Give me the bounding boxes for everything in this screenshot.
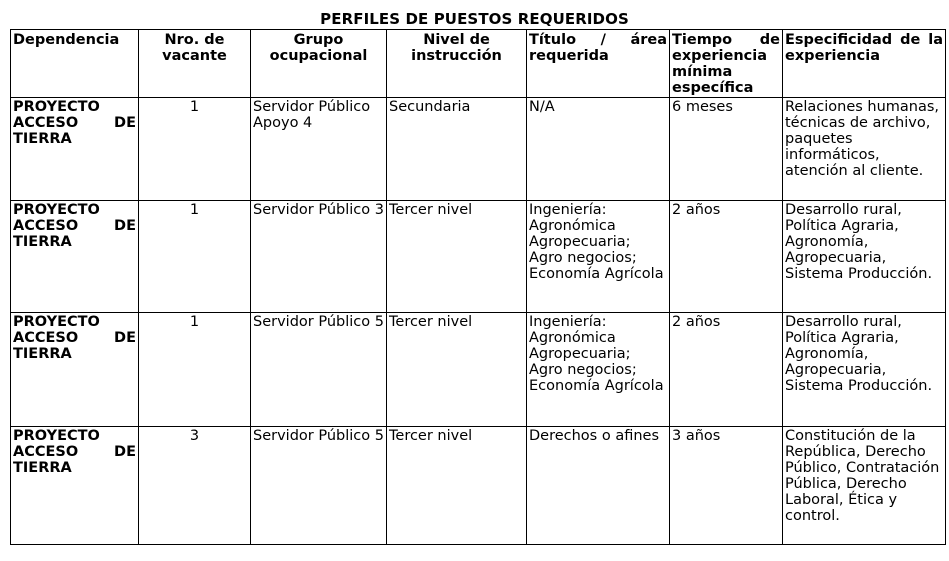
cell-especificidad: Constitución de la República, Derecho Público, Contratación Pública, Derecho Laboral, Ética y control. <box>783 427 946 545</box>
cell-dependencia: PROYECTO ACCESO DE TIERRA <box>11 427 139 545</box>
cell-grupo: Servidor Público 5 <box>251 313 387 427</box>
column-header-nivel: Nivel de instrucción <box>387 30 527 98</box>
table-header-row <box>11 30 946 98</box>
cell-titulo: Derechos o afines <box>527 427 670 545</box>
cell-dependencia: PROYECTO ACCESO DE TIERRA <box>11 313 139 427</box>
cell-nivel: Secundaria <box>387 98 527 201</box>
cell-tiempo: 6 meses <box>670 98 783 201</box>
table-row <box>11 201 946 313</box>
column-header-especificidad: Especificidad de la experiencia <box>783 30 946 98</box>
table-row <box>11 427 946 545</box>
cell-titulo: Ingeniería: Agronómica Agropecuaria; Agro negocios; Economía Agrícola <box>527 201 670 313</box>
profiles-table <box>10 29 946 545</box>
table-row <box>11 313 946 427</box>
column-header-grupo: Grupo ocupacional <box>251 30 387 98</box>
cell-grupo: Servidor Público 5 <box>251 427 387 545</box>
cell-nivel: Tercer nivel <box>387 313 527 427</box>
cell-tiempo: 3 años <box>670 427 783 545</box>
table-row <box>11 98 946 201</box>
cell-nivel: Tercer nivel <box>387 201 527 313</box>
cell-especificidad: Relaciones humanas, técnicas de archivo, paquetes informáticos, atención al cliente. <box>783 98 946 201</box>
cell-vacantes: 1 <box>139 98 251 201</box>
cell-titulo: N/A <box>527 98 670 201</box>
column-header-dependencia: Dependencia <box>11 30 139 98</box>
cell-titulo: Ingeniería: Agronómica Agropecuaria; Agro negocios; Economía Agrícola <box>527 313 670 427</box>
column-header-tiempo: Tiempo de experiencia mínima específica <box>670 30 783 98</box>
cell-vacantes: 1 <box>139 313 251 427</box>
cell-dependencia: PROYECTO ACCESO DE TIERRA <box>11 201 139 313</box>
cell-grupo: Servidor Público 3 <box>251 201 387 313</box>
cell-tiempo: 2 años <box>670 201 783 313</box>
cell-tiempo: 2 años <box>670 313 783 427</box>
cell-vacantes: 3 <box>139 427 251 545</box>
cell-grupo: Servidor Público Apoyo 4 <box>251 98 387 201</box>
cell-nivel: Tercer nivel <box>387 427 527 545</box>
column-header-titulo: Título / área requerida <box>527 30 670 98</box>
column-header-vacante: Nro. de vacante <box>139 30 251 98</box>
document-title: PERFILES DE PUESTOS REQUERIDOS <box>320 10 629 28</box>
cell-vacantes: 1 <box>139 201 251 313</box>
cell-dependencia: PROYECTO ACCESO DE TIERRA <box>11 98 139 201</box>
cell-especificidad: Desarrollo rural, Política Agraria, Agronomía, Agropecuaria, Sistema Producción. <box>783 313 946 427</box>
cell-especificidad: Desarrollo rural, Política Agraria, Agronomía, Agropecuaria, Sistema Producción. <box>783 201 946 313</box>
